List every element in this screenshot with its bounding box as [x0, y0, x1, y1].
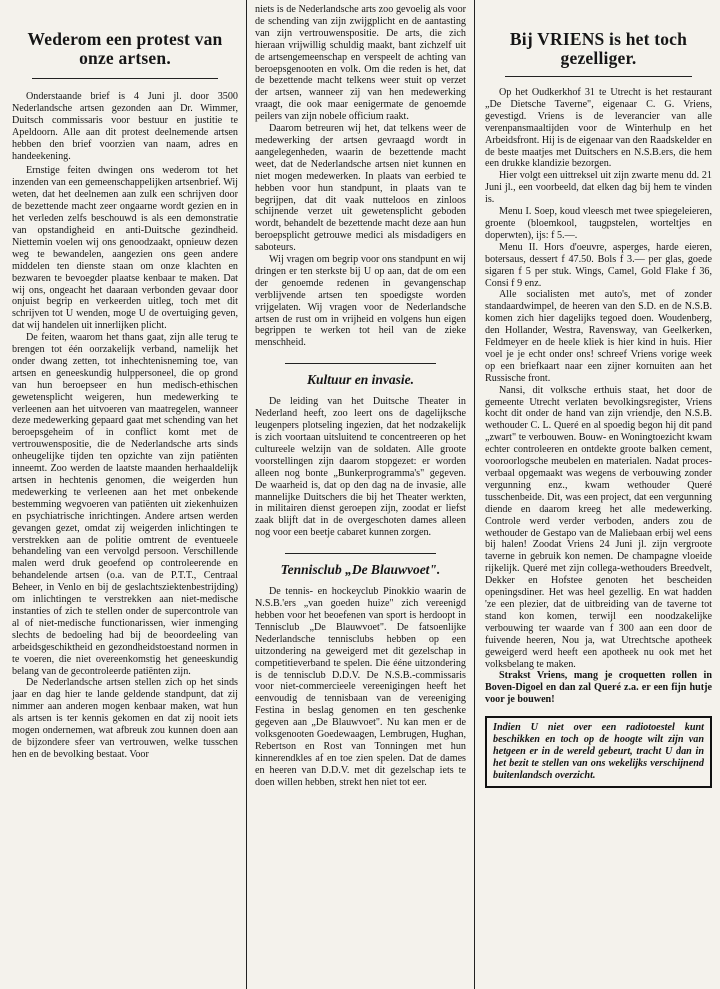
kultuur-paragraph: De leiding van het Duitsche Theater in Nederland heeft, zoo leert ons de dagelijksche leugenpers plotseling ingezien, dat het nodzakelijk is zich voortaan uitsluitend te concentreeren op het cultureele welzijn van de soldaten. Alle groote voorstellingen zijn daarom stopgezet: er worden alleen nog bonte „Bunkerprogramma's" gegeven. De waarheid is, dat op den dag na de invasie, alle mannelijke Duitschers die bij het Theater werkten, in militairen dienst geroepen zijn, zoodat er liefst zaak blijft dat in de overgeschoten dames alleen nog voor een beetje cabaret kunnen zorgen.	[255, 396, 466, 539]
protest-paragraph: Onderstaande brief is 4 Juni jl. door 3500 Nederlandsche artsen gezonden aan Dr. Wimmer, Duitsch commissaris voor bestuur en justitie te Apeldoorn. Alle aan dit protest deelnemende artsen hebben den brief voorzien van naam, adres en handeekening.	[12, 91, 238, 162]
kultuur-headline: Kultuur en invasie.	[307, 372, 414, 388]
protest-paragraph: Daarom betreuren wij het, dat telkens weer de medewerking der artsen gevraagd wordt in aangelegenheden, waarin de bezettende macht weet, dat de Nederlandsche artsen niet kunnen en niet mogen medewerken. In plaats van eerbied te hebben voor hun standpunt, in plaats van te begrijpen, dat dit vaak nutteloos en zinloos schijnende verzet uit gewetensplicht geboden wordt, behandelt de bezettende macht deze aan hun beroepsplicht getrouwe medici als misdadigers en saboteurs.	[255, 123, 466, 254]
vriens-paragraph: Hier volgt een uittreksel uit zijn zwarte menu dd. 21 Juni jl., een voorbeeld, dat elken dag bij hem te vinden is.	[485, 170, 712, 206]
vriens-menu: Menu I. Soep, koud vleesch met twee spiegeleieren, groente (bloemkool, taugpstelen, worteltjes en doperwten), ijs: f 5.—.	[485, 206, 712, 241]
vriens-menu: Menu II. Hors d'oeuvre, asperges, harde eieren, botersaus, dessert f 47.50. Bols f 3.— per glas, goede sigaren f 5 per stuk. Wings, Camel, Gold Flake f 36, Consi f 9 enz.	[485, 241, 712, 289]
vriens-paragraph: Strakst Vriens, mang je croquetten rollen in Boven-Digoel en dan zal Queré z.a. er een fijn hutje voor je bouwen!	[485, 670, 712, 706]
protest-paragraph: De feiten, waarom het thans gaat, zijn alle terug te brengen tot één oorzakelijk verband, namelijk het onder dwang zetten, tot inhechtenisneming toe, van artsen en geneeskundig hulppersoneel, die op grond van hun beroepseer en hun medisch-ethischen gewetensplicht weigeren, hun medewerking te verleenen aan het uitvoeren van maatregelen, wanneer deze medewerking gepaard gaat met schending van het beroepsgeheim of in conflict komt met de vertrouwenspositie, die de Nederlandsche arts sinds onheugelijke tijden ten opzichte van zijn patiënten inneemt. Zoo werden de laatste maanden herhaaldelijk artsen in hechtenis genomen, die weigerden hun medewerking te verleenen aan het met onbekende bestemming wegvoeren van patiënten uit ziekenhuizen en psychiatrische inrichtingen. Andere artsen werden gevangen gezet, omdat zij weigerden inlichtingen te verstrekken aan de politie omtrent de eventueele behandeling van een vervolgd persoon. Verschillende malen werd druk geoefend op controleerende en behandelende artsen (o.a. van de P.T.T., Centraal Beheer, in Venlo en bij de geslachtsziektenbestrijding) om inlichtingen te verstrekken aan niet-medische instanties of zich te stellen onder de supercontrole van al of niet-medische functionarissen, wier inmenging slechts de bedoeling had bij de beoordeeling van arbeidsgeschiktheid en gezondheidstoestand normen in te voeren, die niet overeenkomstig het geneeskundig belang van de gecontroleerde patiënten zijn.	[12, 332, 238, 677]
column-left	[0, 0, 247, 989]
section-divider	[285, 553, 436, 554]
column-middle	[247, 0, 475, 989]
vriens-paragraph: Nansi, dit volksche erthuis staat, het door de gemeente Utrecht verlaten bevolkingsregister, Vriens kocht dit onder de hand van zijn vriendje, den N.S.B. wethouder C. L. Queré en al spoedig begon hij dit pand „zwart" te verbouwen. Bouw- en Woningtoezicht kwam echter controleeren en ontdekte groote balken cement, vooroorlogsche meubelen en materialen. Nadat proces-verbaal opgemaakt was wegens de verbouwing zonder vergunning enz., kwam wethouder Queré tusschenbeide. Dit, was een project, dat een vergunning diende en daarom kreeg het alle medewerking. Controle werd verder verboden, anders zou de wethouder de Gestapo van de Maliebaan erbij wel eens bij halen! Zoodat Vriens 24 Juni jl. zijn vergroote taverne in gebruik kon nemen. De champagne vloeide rijkelijk. Queré met zijn collega-wethouders Breedvelt, Dekker en Hofstee genoten het bescheiden openingsdiner. Het was heel gezellig. En wat hadden 'ze een plezier, dat de uitbreiding van de taverne tot stand kon komen, terwijl een noodzakelijke verbouwing ter waarde van f 300 aan een door de fuivende heeren, Nou ja, wat Utrechtsche apotheek geweigerd werd heeft een apotheek nu ook met het volksbelang te maken.	[485, 384, 712, 670]
section-divider	[285, 363, 436, 364]
tennis-paragraph: De tennis- en hockeyclub Pinokkio waarin de N.S.B.'ers „van goeden huize" zich vereenigd hebben voor het beoefenen van sport is herdoopt in Tennisclub „De Blauwvoet". De fatsoenlijke Nederlandsche tennisclubs hebben op een uitzondering na geweigerd met dit gezelschap in competitieverband te spelen. Die ééne uitzondering is de tennisclub D.D.V. De N.S.B.-commissaris voor niet-commercieele vereenigingen heeft het eenvoudig de tennisbaan van de vereeniging Festina in beslag genomen en ten geschenke gegeven aan „De Blauwvoet". Nu kan men er de volksgenooten Goedewaagen, Lembrugen, Hughan, Rebertson en Rost van Tonningen met hun kinnerendkles af en toe zien spelen. Dat de dames en heeren van D.D.V. met dit gezelschap iets te doen willen hebben, strekt hen niet tot eer.	[255, 586, 466, 788]
vriens-headline: Bij VRIENS is het toch gezelliger.	[509, 29, 688, 68]
protest-paragraph: niets is de Nederlandsche arts zoo gevoelig als voor de schending van zijn zwijgplicht en de aantasting van zijn vertrouwenspositie. De arts, die zich hieraan vrijwillig schuldig maakt, bant zichzelf uit de artsengemeenschap en verspeelt de achting van beroepsgenooten en volk. Om die reden is het, dat de bezettende macht telkens weer stuit op verzet der artsen, wanneer zij van hen medewerking vraagt, die ook maar eenigermate de genoemde peilers van zijn nobele officium raakt.	[255, 4, 466, 123]
headline-divider	[505, 76, 692, 77]
column-right	[475, 0, 720, 989]
radio-notice-box: Indien U niet over een radiotoestel kunt beschikken en toch op de hoogte wilt zijn van hetgeen er in de wereld gebeurt, tracht U dan in het bezit te stellen van ons wekelijks verschijnend buitenlandsch overzicht.	[485, 716, 712, 788]
protest-paragraph: Ernstige feiten dwingen ons wederom tot het inzenden van een gemeenschappelijken artsenbrief. Wij weten, dat het deelnemen aan zulk een schrijven door de bezettende macht zeer ongaarne wordt gezien en in het verleden zelfs beschouwd is als een demonstratie van opstandigheid en anti-Duitsche gezindheid. Niettemin voelen wij ons genoodzaakt, opnieuw dezen weg te bewandelen, aangezien ons geen andere middelen ten dienste staan om onze klachten en bezwaren te bevoegder plaatse kenbaar te maken. Dat wij ons, ongeacht het daaraan verbonden gevaar door onjuist begrip en verkeerden uitleg, toch met dit schrijven tot U wenden, moge U de overtuiging geven, dat wij handelen uit innerlijken plicht.	[12, 165, 238, 332]
tennis-headline: Tennisclub „De Blauwvoet".	[280, 562, 441, 578]
protest-paragraph: De Nederlandsche artsen stellen zich op het sinds jaar en dag hier te lande geldende standpunt, dat zij nimmer aan anderen mogen kenbaar maken, wat hun als artsen is ter kennis gekomen en dat zij nooit iets mogen ondernemen, wat afbreuk zou kunnen doen aan de bijzondere sfeer van vertrouwen, welke tusschen hen en de bevolking bestaat. Voor	[12, 677, 238, 760]
protest-paragraph: Wij vragen om begrip voor ons standpunt en wij dringen er ten sterkste bij U op aan, dat de om een der genoemde redenen in gevangenschap verblijvende artsen ten spoedigste worden vrijgelaten. Wij vragen voor de Nederlandsche artsen de rust om in vrijheid en volgens hun eigen begrippen te werken tot heil van de zieke menschheid.	[255, 254, 466, 349]
vriens-paragraph: Alle socialisten met auto's, met of zonder standaardwimpel, de heeren van den S.D. en de N.S.B. komen zich hier dagelijks tegoed doen. Woudenberg, den Hollander, Westra, Ravensway, van Geelkerken, Feldmeyer en de heele kliek is hier kind in huis. Hier voel je je echt onder ons! schreef Vriens vorige week op een briefkaart naar een zijner kornuiten aan het Russische front.	[485, 289, 712, 384]
headline-divider	[32, 78, 218, 79]
vriens-paragraph: Op het Oudkerkhof 31 te Utrecht is het restaurant „De Dietsche Taverne", eigenaar C. G. Vriens, gevestigd. Vriens is de leverancier van alle verenpansmaaltijden voor de Winterhulp en het Arbeidsfront. Hij is de eigenaar van den Raadskelder en de beste maatjes met Duitschers en N.S.B.ers, die hem een drukke klandizie bezorgen.	[485, 87, 712, 170]
protest-headline: Wederom een protest van onze artsen.	[27, 29, 223, 68]
